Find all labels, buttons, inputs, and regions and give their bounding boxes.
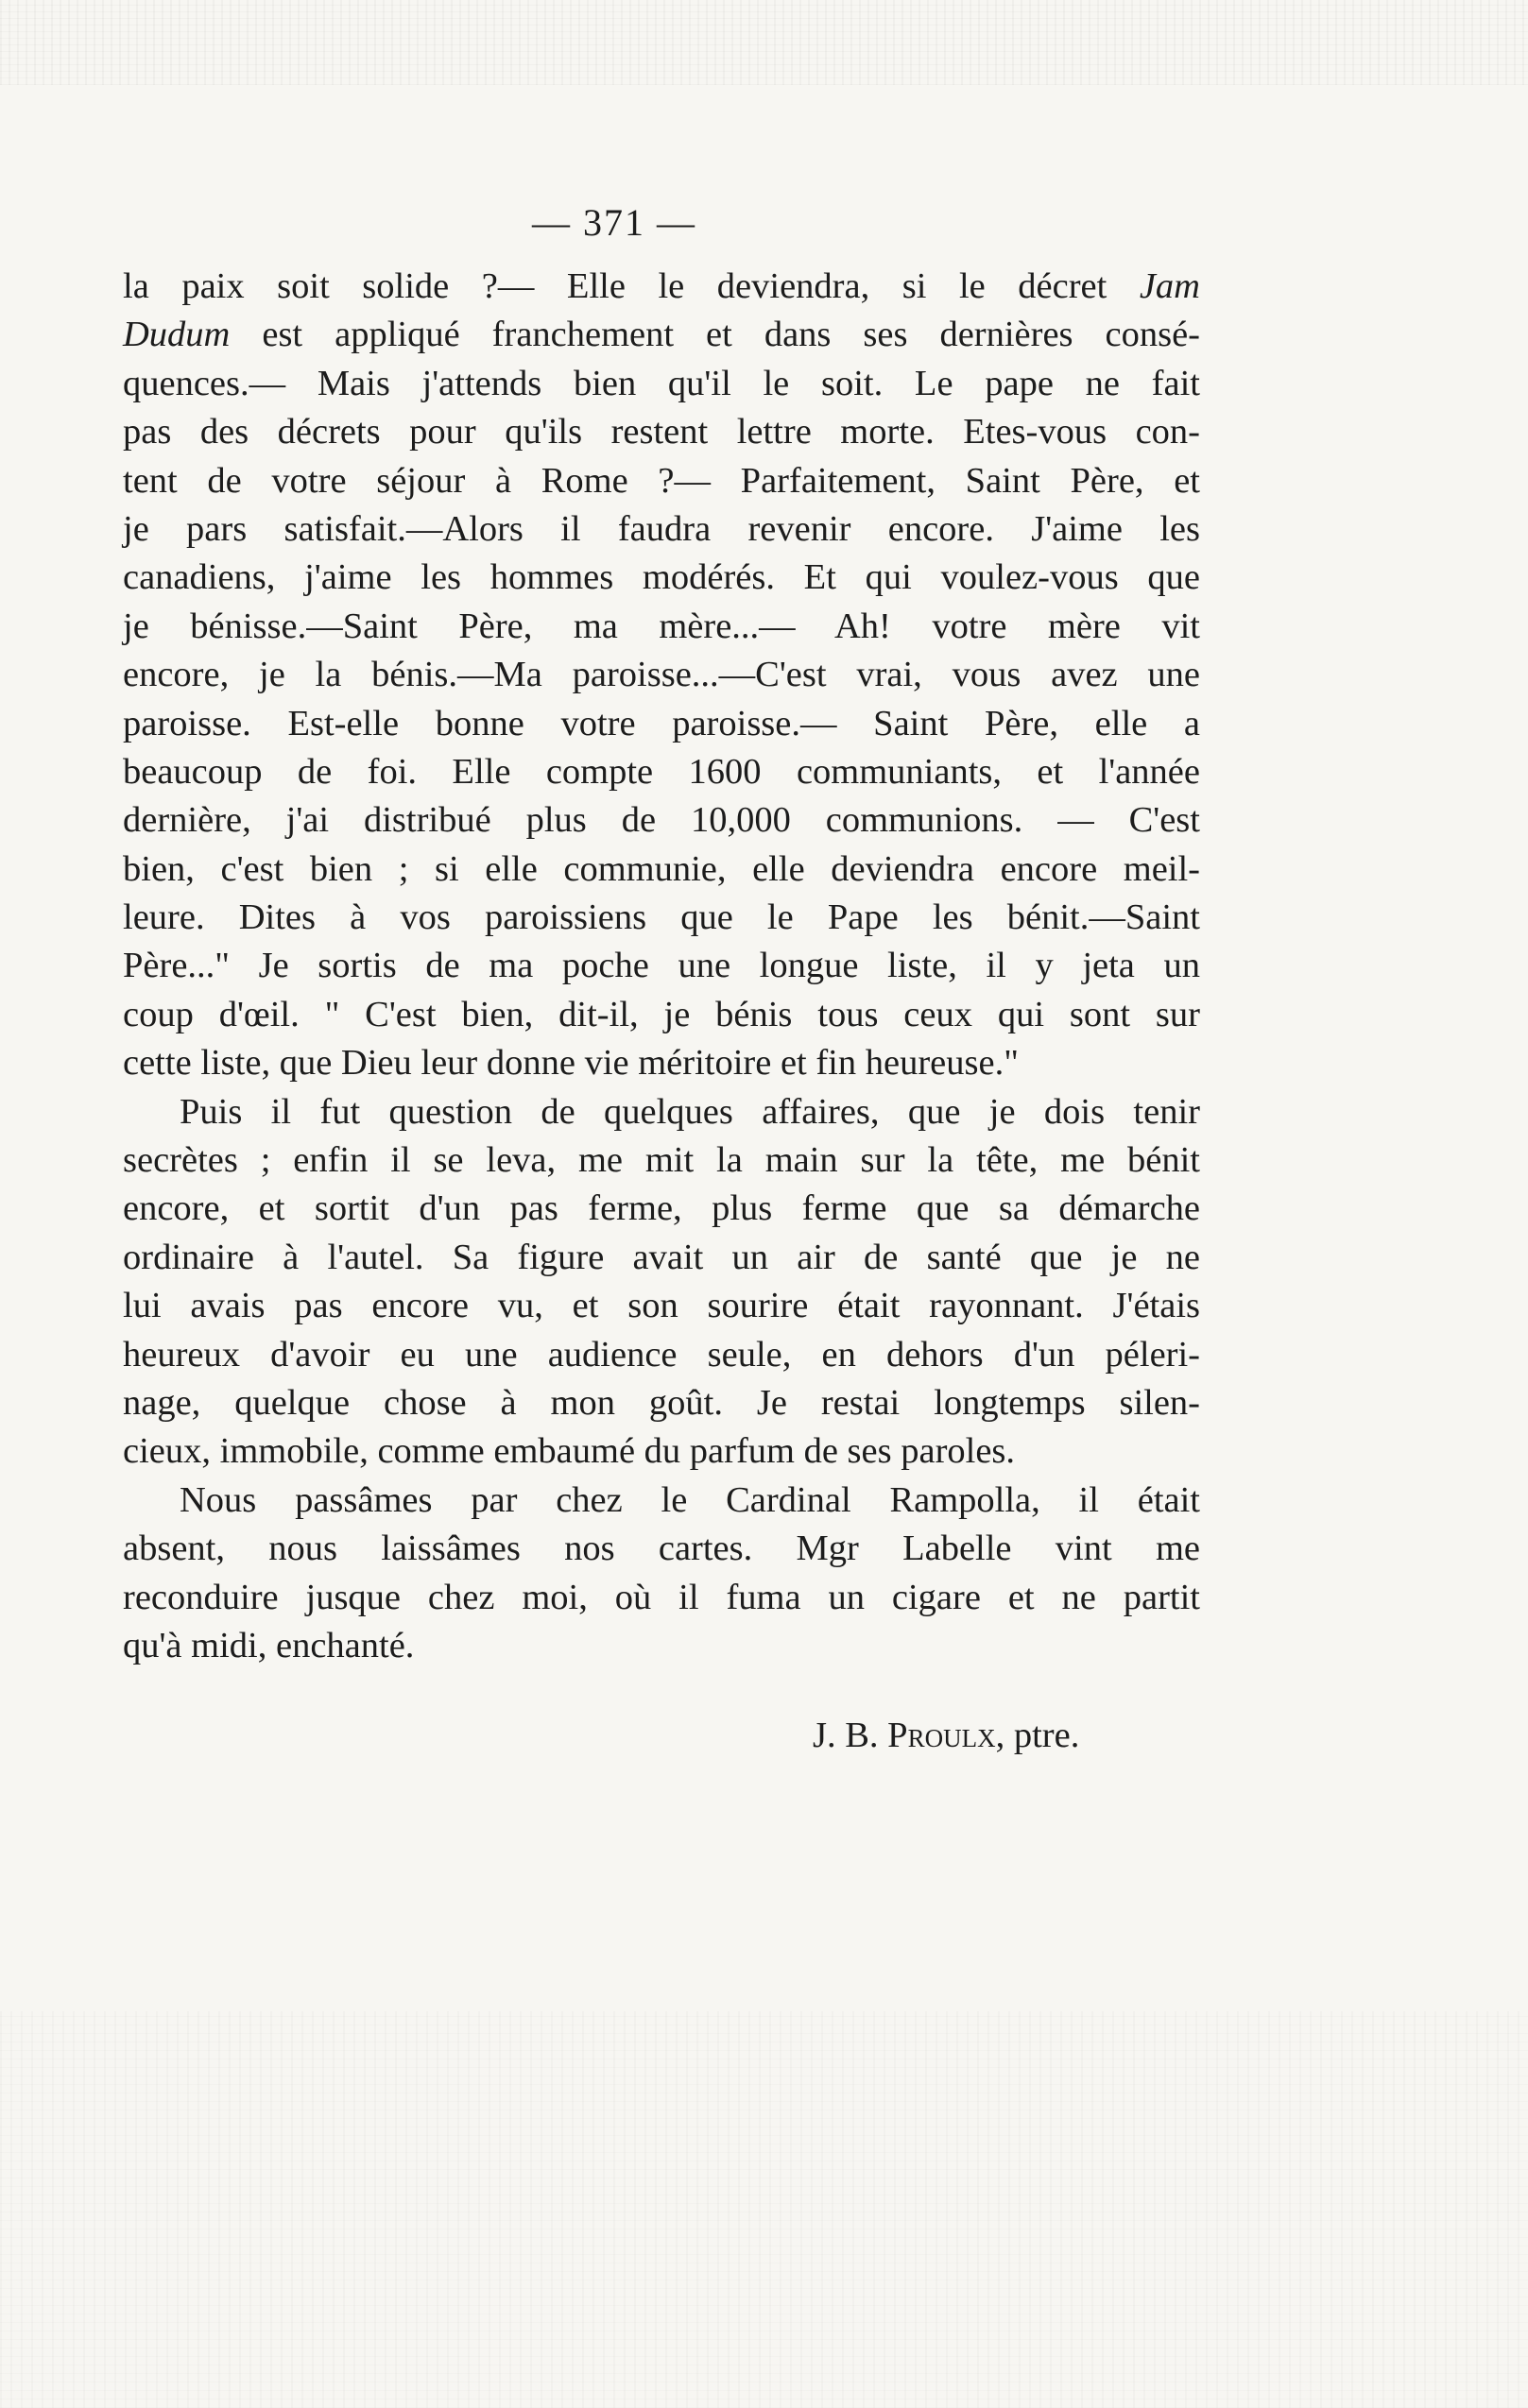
text-line: encore, et sortit d'un pas ferme, plus ferme que sa démarche — [123, 1188, 1200, 1229]
signature-initials: J. B. — [813, 1716, 888, 1755]
text-line: encore, je la bénis.—Ma paroisse...—C'est vrai, vous avez une — [123, 655, 1200, 695]
text-line: reconduire jusque chez moi, où il fuma un cigare et ne partit — [123, 1577, 1200, 1617]
text-segment: est appliqué franchement et dans ses dernières consé- — [230, 315, 1200, 355]
text-line: secrètes ; enfin il se leva, me mit la main sur la tête, me bénit — [123, 1140, 1200, 1181]
text-line: Nous passâmes par chez le Cardinal Rampolla, il était — [180, 1479, 1200, 1520]
text-line — [123, 311, 1200, 359]
text-line: leure. Dites à vos paroissiens que le Pape les bénit.—Saint — [123, 897, 1200, 938]
text-line: Père..." Je sortis de ma poche une longue liste, il y jeta un — [123, 946, 1200, 986]
text-line: coup d'œil. " C'est bien, dit-il, je bénis tous ceux qui sont sur — [123, 994, 1200, 1034]
text-line: tent de votre séjour à Rome ?— Parfaitement, Saint Père, et — [123, 460, 1200, 501]
text-line: je bénisse.—Saint Père, ma mère...— Ah! votre mère vit — [123, 606, 1200, 646]
text-line: absent, nous laissâmes nos cartes. Mgr Labelle vint me — [123, 1528, 1200, 1569]
text-line: Puis il fut question de quelques affaires, que je dois tenir — [180, 1091, 1200, 1132]
body-text — [123, 263, 1200, 1670]
page-number: — 371 — — [532, 201, 696, 244]
text-segment: la paix soit solide ?— Elle le deviendra, si le décret — [123, 266, 1140, 306]
italic-title: Dudum — [123, 315, 231, 355]
scan-noise-top — [0, 0, 1528, 85]
text-line: cieux, immobile, comme embaumé du parfum de ses paroles. — [123, 1431, 1016, 1472]
text-line — [123, 263, 1200, 311]
text-line: lui avais pas encore vu, et son sourire était rayonnant. J'étais — [123, 1286, 1200, 1326]
signature — [813, 1715, 1079, 1756]
text-line: paroisse. Est-elle bonne votre paroisse.— Saint Père, elle a — [123, 703, 1200, 743]
text-line: qu'à midi, enchanté. — [123, 1625, 415, 1665]
text-line: heureux d'avoir eu une audience seule, en dehors d'un péleri- — [123, 1334, 1200, 1375]
text-line: bien, c'est bien ; si elle communie, elle deviendra encore meil- — [123, 848, 1200, 889]
scan-noise-bottom — [0, 2011, 1528, 2408]
text-line: canadiens, j'aime les hommes modérés. Et qui voulez-vous que — [123, 557, 1200, 598]
italic-title: Jam — [1139, 266, 1200, 306]
text-line: je pars satisfait.—Alors il faudra revenir encore. J'aime les — [123, 508, 1200, 549]
text-line: dernière, j'ai distribué plus de 10,000 communions. — C'est — [123, 800, 1200, 841]
text-line: quences.— Mais j'attends bien qu'il le soit. Le pape ne fait — [123, 363, 1200, 403]
signature-name: Proulx — [887, 1716, 996, 1755]
text-line: cette liste, que Dieu leur donne vie méritoire et fin heureuse." — [123, 1043, 1019, 1084]
text-line: ordinaire à l'autel. Sa figure avait un air de santé que je ne — [123, 1237, 1200, 1277]
signature-suffix: , ptre. — [995, 1716, 1080, 1755]
text-line: beaucoup de foi. Elle compte 1600 communiants, et l'année — [123, 751, 1200, 792]
text-line: pas des décrets pour qu'ils restent lettre morte. Etes-vous con- — [123, 412, 1200, 453]
text-line: nage, quelque chose à mon goût. Je restai longtemps silen- — [123, 1382, 1200, 1423]
